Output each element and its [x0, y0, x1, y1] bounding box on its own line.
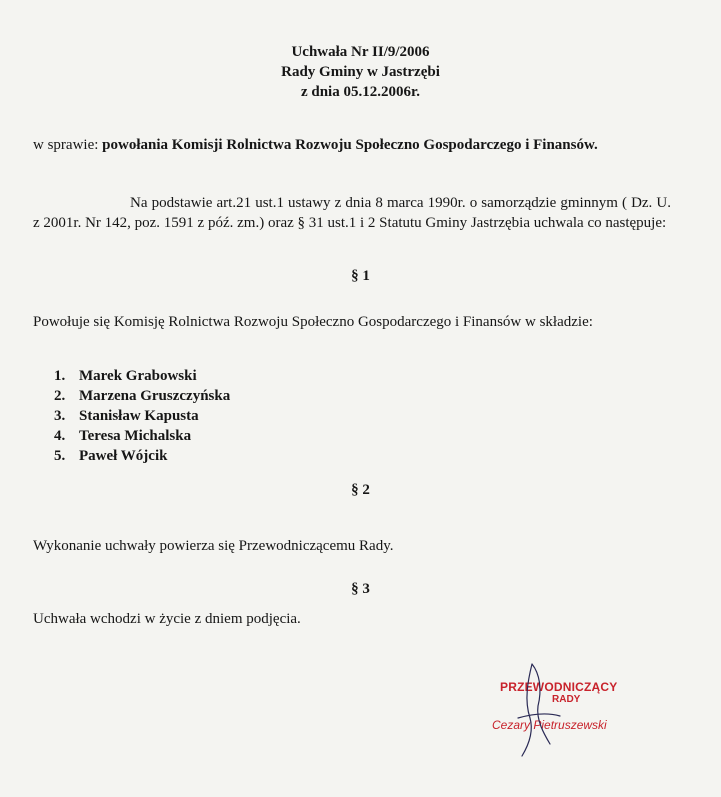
list-number: 1.	[54, 368, 66, 384]
legal-basis-paragraph	[33, 193, 671, 233]
list-item	[54, 446, 230, 466]
section-2-heading: § 2	[351, 482, 370, 498]
resolution-date: z dnia 05.12.2006r.	[300, 84, 421, 100]
list-item	[54, 406, 230, 426]
list-number: 5.	[54, 448, 66, 464]
chairman-stamp	[488, 660, 638, 770]
section-2-text: Wykonanie uchwały powierza się Przewodniczącemu Rady.	[33, 538, 394, 554]
member-name: Teresa Michalska	[79, 428, 192, 444]
resolution-number: Uchwała Nr II/9/2006	[291, 44, 430, 60]
list-number: 3.	[54, 408, 66, 424]
member-name: Stanisław Kapusta	[79, 408, 199, 424]
section-1-heading: § 1	[351, 268, 370, 284]
stamp-title: PRZEWODNICZĄCY	[500, 680, 618, 694]
council-name: Rady Gminy w Jastrzębi	[281, 64, 440, 80]
list-item	[54, 426, 230, 446]
member-name: Marek Grabowski	[79, 368, 197, 384]
section-3-heading: § 3	[351, 581, 370, 597]
stamp-subtitle: RADY	[552, 694, 581, 705]
list-number: 4.	[54, 428, 66, 444]
resolution-subject	[33, 137, 598, 154]
member-name: Paweł Wójcik	[79, 448, 168, 464]
section-3-text: Uchwała wchodzi w życie z dniem podjęcia.	[33, 611, 301, 627]
subject-text: powołania Komisji Rolnictwa Rozwoju Społeczno Gospodarczego i Finansów.	[102, 137, 598, 153]
resolution-header	[0, 42, 721, 102]
list-item	[54, 386, 230, 406]
committee-members-list	[54, 366, 230, 466]
subject-prefix: w sprawie:	[33, 137, 103, 153]
list-number: 2.	[54, 388, 66, 404]
member-name: Marzena Gruszczyńska	[79, 388, 231, 404]
stamp-name: Cezary Pietruszewski	[492, 718, 607, 732]
section-1-text: Powołuje się Komisję Rolnictwa Rozwoju Społeczno Gospodarczego i Finansów w składzie:	[33, 314, 593, 330]
list-item	[54, 366, 230, 386]
handwritten-signature	[488, 660, 638, 770]
legal-basis-text: Na podstawie art.21 ust.1 ustawy z dnia 8 marca 1990r. o samorządzie gminnym ( Dz. U. z 2001r. Nr 142, poz. 1591 z póź. zm.) oraz § 31 ust.1 i 2 Statutu Gminy Jastrzębia uchwala co następuje:	[33, 195, 671, 231]
